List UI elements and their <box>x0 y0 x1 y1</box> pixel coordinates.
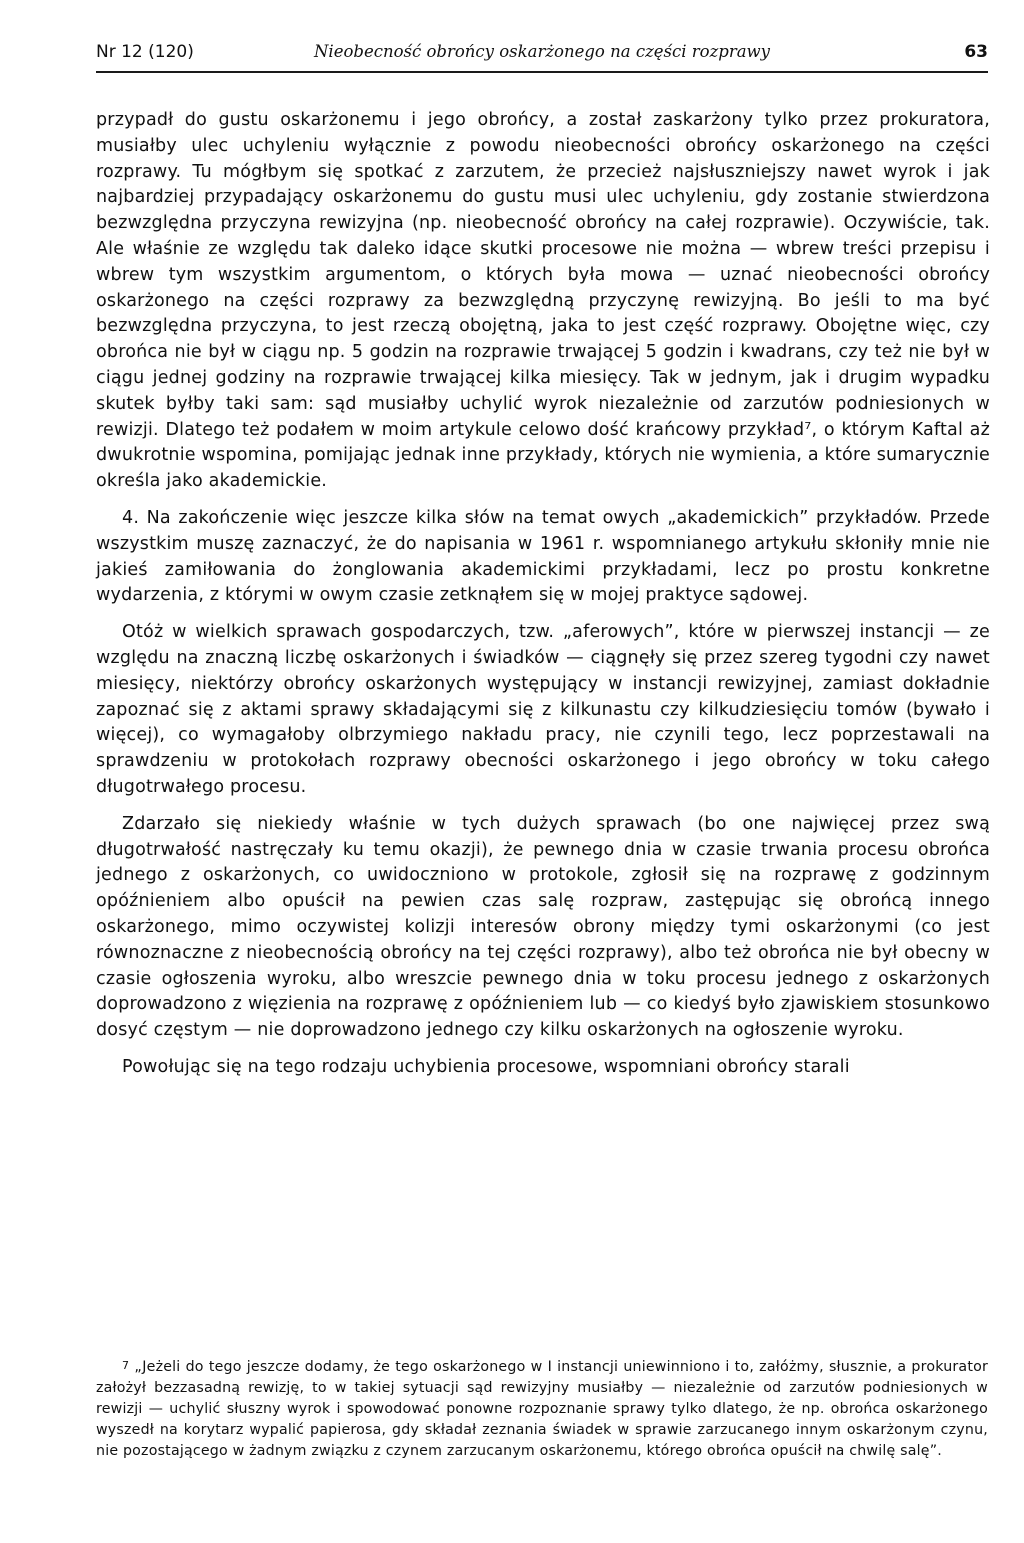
footnote-text: „Jeżeli do tego jeszcze dodamy, że tego oskarżonego w I instancji uniewinniono i to, załóżmy, słusznie, a prokurator założył bezzasadną rewizję, to w takiej sytuacji sąd rewizyjny musiałby — niezależnie od zarzutów podniesionych w rewizji — uchylić słuszny wyrok i spowodować ponowne rozpoznanie sprawy tylko dlatego, że np. obrońca oskarżonego wyszedł na korytarz wypalić papierosa, gdy składał zeznania świadek w sprawie zarzucanego innym oskarżonym czynu, nie pozostającego w żadnym związku z czynem zarzucanym oskarżonemu, którego obrońca opuścił na chwilę salę”. <box>96 1359 988 1459</box>
paragraph: Zdarzało się niekiedy właśnie w tych dużych sprawach (bo one najwięcej przez swą długotrwałość nastręczały ku temu okazji), że pewnego dnia w czasie trwania procesu obrońca jednego z oskarżonych, co uwidoczniono w protokole, zgłosił się na rozprawę z godzinnym opóźnieniem albo opuścił na pewien czas salę rozpraw, zastępując się obrońcą innego oskarżonego, mimo oczywistej kolizji interesów obrony między tymi oskarżonymi (co jest równoznaczne z nieobecnością obrońcy na tej części rozprawy), albo też obrońca nie był obecny w czasie ogłoszenia wyroku, albo wreszcie pewnego dnia w toku procesu jednego z oskarżonych doprowadzono z więzienia na rozprawę z opóźnieniem lub — co kiedyś było zjawiskiem stosunkowo dosyć częstym — nie doprowadzono jednego czy kilku oskarżonych na ogłoszenie wyroku. <box>96 813 990 1041</box>
paragraph: przypadł do gustu oskarżonemu i jego obrońcy, a został zaskarżony tylko przez prokuratora, musiałby ulec uchyleniu wyłącznie z powodu nieobecności obrońcy oskarżonego na części rozprawy. Tu mógłbym się spotkać z zarzutem, że przecież najsłuszniejszy nawet wyrok i jak najbardziej przypadający oskarżonemu do gustu musi ulec uchyleniu, gdy zostanie stwierdzona bezwzględna przyczyna rewizyjna (np. nieobecność obrońcy na całej rozprawie). Oczywiście, tak. Ale właśnie ze względu tak daleko idące skutki procesowe nie można — wbrew treści przepisu i wbrew tym wszystkim argumentom, o których była mowa — uznać nieobecności obrońcy oskarżonego na części rozprawy za bezwzględną przyczynę rewizyjną. Bo jeśli to ma być bezwzględna przyczyna, to jest rzeczą obojętną, jaka to jest część rozprawy. Obojętne więc, czy obrońca nie był w ciągu np. 5 godzin na rozprawie trwającej 5 godzin i kwadrans, czy też nie był w ciągu jednej godziny na rozprawie trwającej kilka miesięcy. Tak w jednym, jak i drugim wypadku skutek byłby taki sam: sąd musiałby uchylić wyrok niezależnie od zarzutów podniesionych w rewizji. Dlatego też podałem w moim artykule celowo dość krańcowy przykład⁷, o którym Kaftal aż dwukrotnie wspomina, pomijając jednak inne przykłady, których nie wymienia, a które sumarycznie określa jako akademickie. <box>96 110 990 492</box>
running-title: Nieobecność obrońcy oskarżonego na części rozprawy <box>313 42 770 61</box>
footnote-marker: 7 <box>122 1359 130 1372</box>
running-head <box>96 42 988 68</box>
body-text <box>96 108 990 1092</box>
footnote <box>96 1355 988 1462</box>
page-number: 63 <box>964 42 988 62</box>
issue-number: Nr 12 (120) <box>96 42 194 62</box>
paragraph: Otóż w wielkich sprawach gospodarczych, tzw. „aferowych”, które w pierwszej instancji — ze względu na znaczną liczbę oskarżonych i świadków — ciągnęły się przez szereg tygodni czy nawet miesięcy, niektórzy obrońcy oskarżonych występujący w instancji rewizyjnej, zamiast dokładnie zapoznać się z aktami sprawy składającymi się z kilkunastu czy kilkudziesięciu tomów (bywało i więcej), co wymagałoby olbrzymiego nakładu pracy, nie czynili tego, lecz poprzestawali na sprawdzeniu w protokołach rozprawy obecności oskarżonego i jego obrońcy w toku całego długotrwałego procesu. <box>96 622 990 797</box>
paragraph: 4. Na zakończenie więc jeszcze kilka słów na temat owych „akademickich” przykładów. Przede wszystkim muszę zaznaczyć, że do napisania w 1961 r. wspomnianego artykułu skłoniły mnie nie jakieś zamiłowania do żonglowania akademickimi przykładami, lecz po prostu konkretne wydarzenia, z którymi w owym czasie zetknąłem się w mojej praktyce sądowej. <box>96 507 990 606</box>
paragraph: Powołując się na tego rodzaju uchybienia procesowe, wspomniani obrońcy starali <box>122 1056 850 1077</box>
header-rule <box>96 71 988 73</box>
